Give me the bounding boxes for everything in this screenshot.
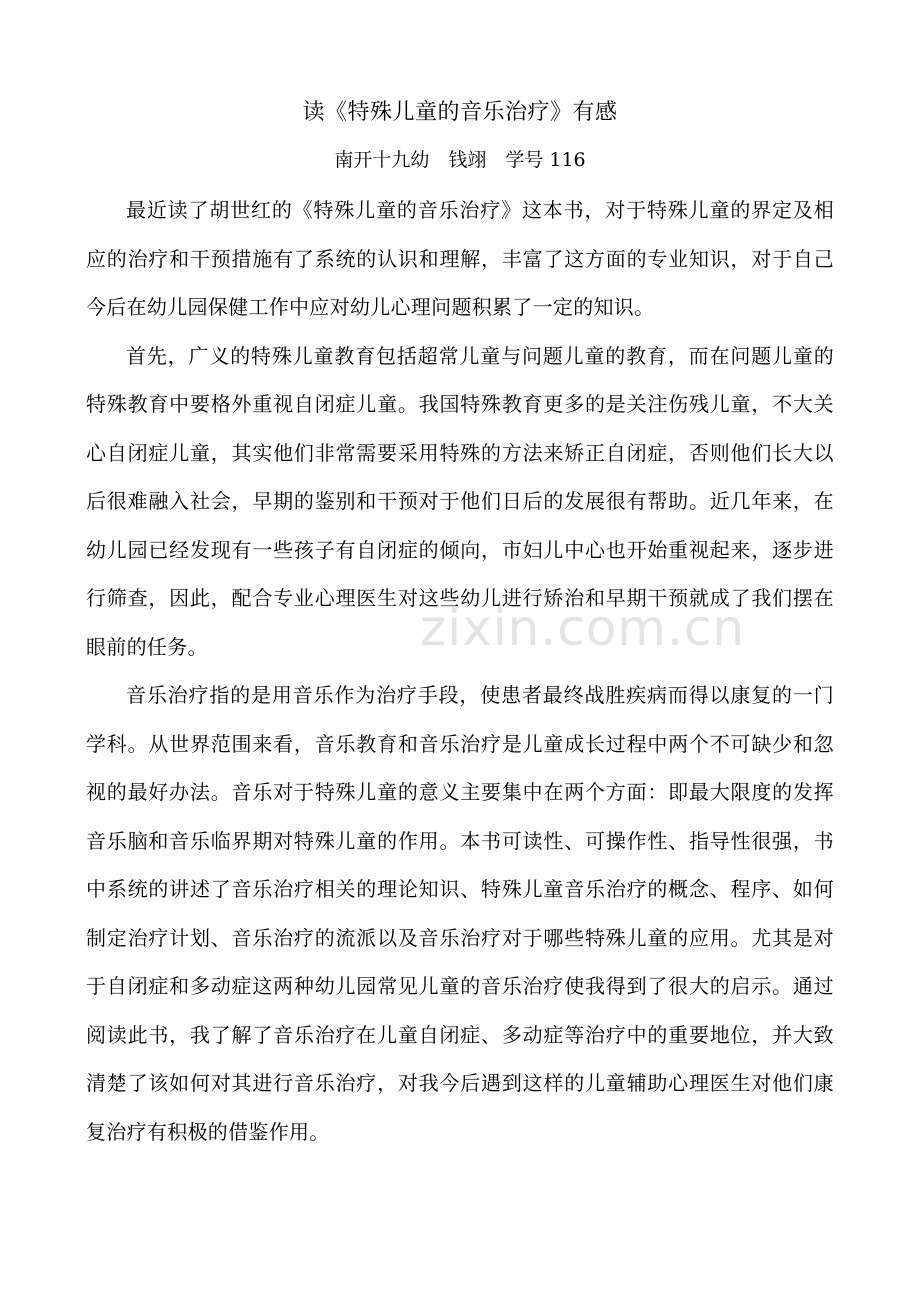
document-title: 读《特殊儿童的音乐治疗》有感 — [302, 100, 618, 125]
paragraph-1: 最近读了胡世红的《特殊儿童的音乐治疗》这本书，对于特殊儿童的界定及相应的治疗和干预措施有了系统的认识和理解，丰富了这方面的专业知识，对于自己今后在幼儿园保健工作中应对幼儿心理问题积累了一定的知识。 — [86, 198, 834, 319]
watermark: zixin.com.cn — [420, 599, 746, 657]
paragraph-2: 首先，广义的特殊儿童教育包括超常儿童与问题儿童的教育，而在问题儿童的特殊教育中要格外重视自闭症儿童。我国特殊教育更多的是关注伤残儿童，不大关心自闭症儿童，其实他们非常需要采用特殊的方法来矫正自闭症，否则他们长大以后很难融入社会，早期的鉴别和干预对于他们日后的发展很有帮助。近几年来，在幼儿园已经发现有一些孩子有自闭症的倾向，市妇儿中心也开始重视起来，逐步进行筛查，因此，配合专业心理医生对这些幼儿进行矫治和早期干预就成了我们摆在眼前的任务。 — [86, 343, 834, 659]
document-body — [86, 186, 834, 1156]
author-byline: 南开十九幼 钱翊 学号 116 — [334, 149, 586, 171]
paragraph-3: 音乐治疗指的是用音乐作为治疗手段，使患者最终战胜疾病而得以康复的一门学科。从世界范围来看，音乐教育和音乐治疗是儿童成长过程中两个不可缺少和忽视的最好办法。音乐对于特殊儿童的意义主要集中在两个方面：即最大限度的发挥音乐脑和音乐临界期对特殊儿童的作用。本书可读性、可操作性、指导性很强，书中系统的讲述了音乐治疗相关的理论知识、特殊儿童音乐治疗的概念、程序、如何制定治疗计划、音乐治疗的流派以及音乐治疗对于哪些特殊儿童的应用。尤其是对于自闭症和多动症这两种幼儿园常见儿童的音乐治疗使我得到了很大的启示。通过阅读此书，我了解了音乐治疗在儿童自闭症、多动症等治疗中的重要地位，并大致清楚了该如何对其进行音乐治疗，对我今后遇到这样的儿童辅助心理医生对他们康复治疗有积极的借鉴作用。 — [86, 683, 834, 1144]
